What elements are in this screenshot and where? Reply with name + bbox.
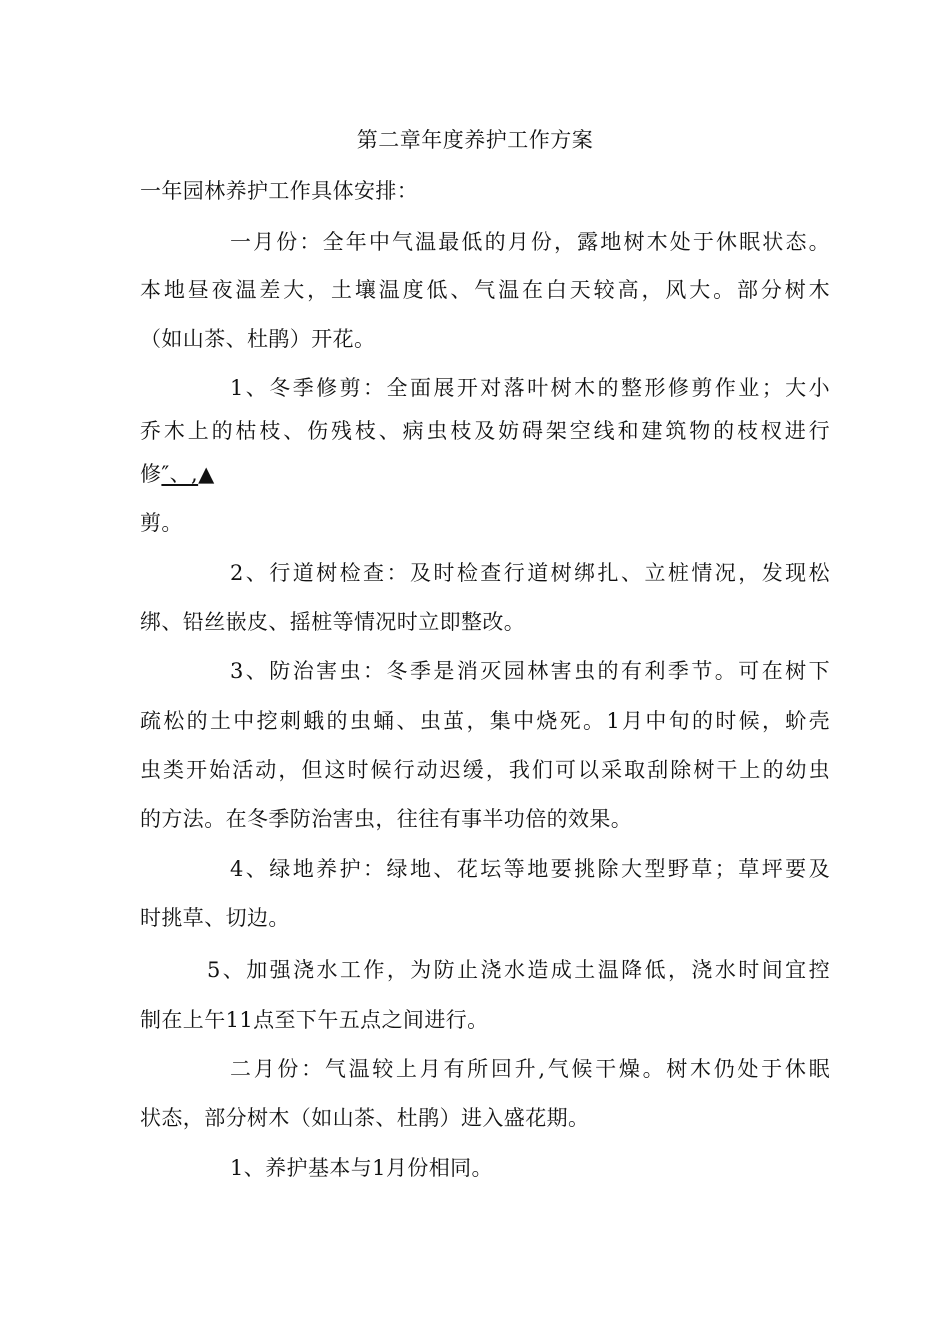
item3-line-2: 疏松的土中挖刺蛾的虫蛹、虫茧，集中烧死。1月中旬的时候，蚧壳 xyxy=(140,709,830,733)
item3-line-3: 虫类开始活动，但这时候行动迟缓，我们可以采取刮除树干上的幼虫 xyxy=(140,758,830,782)
item1-line-3-prefix: 修 xyxy=(140,462,162,486)
item1-line-3 xyxy=(140,458,830,490)
item3-line-4: 的方法。在冬季防治害虫，往往有事半功倍的效果。 xyxy=(140,807,633,831)
item3-line-1: 3、防治害虫：冬季是消灭园林害虫的有利季节。可在树下 xyxy=(230,659,830,683)
page-title: 第二章年度养护工作方案 xyxy=(356,128,594,152)
item1-line-2: 乔木上的枯枝、伤残枝、病虫枝及妨碍架空线和建筑物的枝杈进行 xyxy=(140,419,830,443)
item4-line-2: 时挑草、切边。 xyxy=(140,906,290,930)
item4-line-1: 4、绿地养护：绿地、花坛等地要挑除大型野草；草坪要及 xyxy=(230,857,830,881)
feb-item1-line: 1、养护基本与1月份相同。 xyxy=(230,1156,493,1180)
item1-line-1: 1、冬季修剪：全面展开对落叶树木的整形修剪作业；大小 xyxy=(230,376,830,400)
jan-line-3: （如山茶、杜鹃）开花。 xyxy=(140,327,376,351)
intro-line: 一年园林养护工作具体安排： xyxy=(140,179,419,203)
item2-line-1: 2、行道树检查：及时检查行道树绑扎、立桩情况，发现松 xyxy=(230,561,830,585)
item5-line-1: 5、加强浇水工作，为防止浇水造成土温降低，浇水时间宜控 xyxy=(207,958,830,982)
item1-line-3-mark: ″、, xyxy=(161,462,199,486)
jan-line-1: 一月份：全年中气温最低的月份，露地树木处于休眠状态。 xyxy=(230,230,830,254)
item1-line-4: 剪。 xyxy=(140,511,183,535)
feb-line-2: 状态，部分树木（如山茶、杜鹃）进入盛花期。 xyxy=(140,1106,590,1130)
feb-line-1: 二月份：气温较上月有所回升,气候干燥。树木仍处于休眠 xyxy=(230,1057,830,1081)
item5-line-2: 制在上午11点至下午五点之间进行。 xyxy=(140,1008,489,1032)
item2-line-2: 绑、铅丝嵌皮、摇桩等情况时立即整改。 xyxy=(140,610,526,634)
triangle-icon: ▲ xyxy=(198,462,215,486)
jan-line-2: 本地昼夜温差大，土壤温度低、气温在白天较高，风大。部分树木 xyxy=(140,278,830,302)
